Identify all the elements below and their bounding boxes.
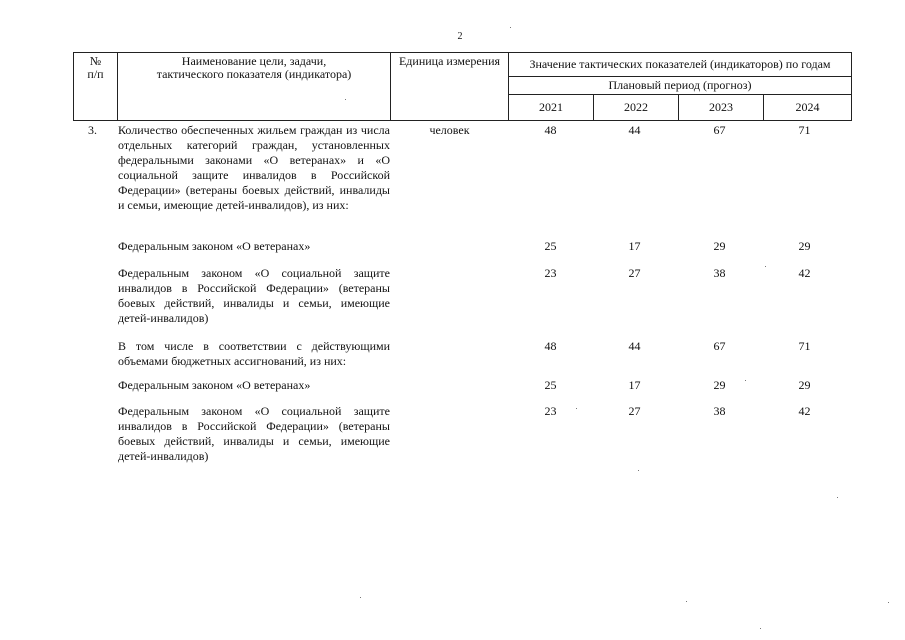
header-values-title: Значение тактических показателей (индикаторов) по годам <box>509 53 852 77</box>
scan-speck <box>510 27 511 28</box>
row-value: 48 <box>544 123 557 137</box>
row-value: 71 <box>798 123 811 137</box>
scan-speck <box>837 497 838 498</box>
scan-speck <box>745 380 746 381</box>
row-value: 42 <box>798 404 811 418</box>
scan-speck <box>686 601 687 602</box>
row-unit: человек <box>429 123 470 137</box>
row-value: 23 <box>544 266 557 280</box>
row-value: 44 <box>628 123 641 137</box>
row-value: 44 <box>628 339 641 353</box>
row-value: 17 <box>628 378 641 392</box>
row-value: 29 <box>798 378 811 392</box>
row-value: 17 <box>628 239 641 253</box>
table-header <box>73 52 852 121</box>
row-value: 27 <box>628 266 641 280</box>
header-year: 2024 <box>764 95 852 121</box>
header-year: 2023 <box>679 95 764 121</box>
scan-speck <box>576 408 577 409</box>
row-name: Количество обеспеченных жильем граждан из числа отдельных категорий граждан, установленных федеральными законами «О ветеранах» и «О социальной защите инвалидов в Российской Федерации» (ветераны боевых действий, инвалиды и семьи, имеющие детей-инвалидов), из них: <box>118 123 390 212</box>
header-num: № п/п <box>74 53 118 121</box>
row-name: Федеральным законом «О ветеранах» <box>118 239 311 253</box>
row-value: 38 <box>713 266 726 280</box>
scan-speck <box>765 266 766 267</box>
page-number: 2 <box>457 31 463 42</box>
row-value: 38 <box>713 404 726 418</box>
header-unit: Единица измерения <box>391 53 509 121</box>
scan-speck <box>360 597 361 598</box>
row-name: Федеральным законом «О ветеранах» <box>118 378 311 392</box>
row-name: Федеральным законом «О социальной защите инвалидов в Российской Федерации» (ветераны боевых действий, инвалиды и семьи, имеющие детей-инвалидов) <box>118 404 390 463</box>
scan-speck <box>760 628 761 629</box>
row-name: Федеральным законом «О социальной защите инвалидов в Российской Федерации» (ветераны боевых действий, инвалиды и семьи, имеющие детей-инвалидов) <box>118 266 390 325</box>
header-year: 2021 <box>509 95 594 121</box>
row-value: 23 <box>544 404 557 418</box>
row-value: 27 <box>628 404 641 418</box>
row-value: 48 <box>544 339 557 353</box>
scan-speck <box>888 602 889 603</box>
row-value: 42 <box>798 266 811 280</box>
row-value: 29 <box>713 378 726 392</box>
row-name: В том числе в соответствии с действующими объемами бюджетных ассигнований, из них: <box>118 339 390 368</box>
scan-speck <box>345 99 346 100</box>
row-value: 29 <box>713 239 726 253</box>
header-name: Наименование цели, задачи, тактического показателя (индикатора) <box>118 53 391 121</box>
scan-speck <box>638 470 639 471</box>
row-value: 29 <box>798 239 811 253</box>
header-year: 2022 <box>594 95 679 121</box>
row-value: 25 <box>544 378 557 392</box>
row-value: 71 <box>798 339 811 353</box>
row-value: 25 <box>544 239 557 253</box>
row-number: 3. <box>88 123 97 137</box>
header-planning-period: Плановый период (прогноз) <box>509 77 852 95</box>
row-value: 67 <box>713 123 726 137</box>
row-value: 67 <box>713 339 726 353</box>
